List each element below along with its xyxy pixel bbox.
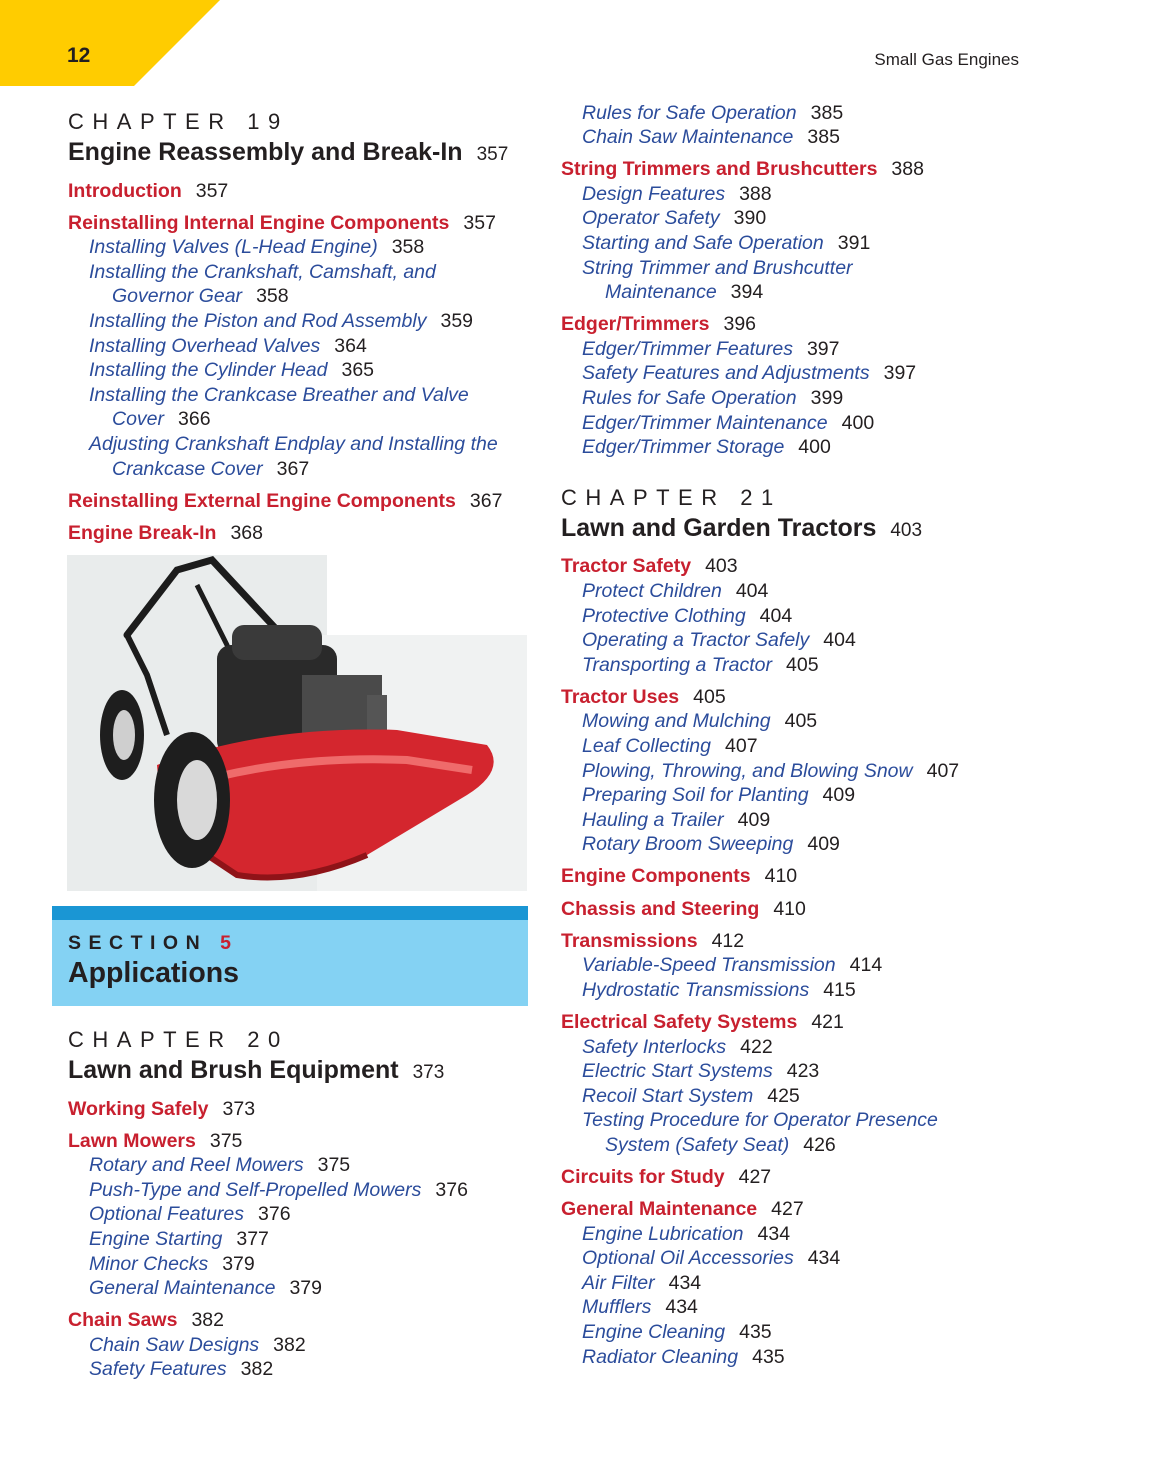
toc-list bbox=[68, 1097, 538, 1383]
toc-subentry[interactable] bbox=[561, 783, 1031, 808]
toc-page-number: 397 bbox=[883, 362, 917, 385]
toc-entry-title: General Maintenance bbox=[561, 1198, 758, 1221]
toc-subentry[interactable] bbox=[561, 1222, 1031, 1247]
toc-subentry-title: Chain Saw Maintenance bbox=[582, 126, 794, 149]
toc-page-number: 404 bbox=[735, 579, 769, 602]
toc-entry[interactable] bbox=[561, 864, 1031, 889]
toc-entry[interactable] bbox=[68, 1129, 538, 1154]
toc-entry-title: Transmissions bbox=[561, 929, 698, 952]
toc-page-number: 385 bbox=[810, 101, 844, 124]
toc-subentry[interactable] bbox=[561, 1320, 1031, 1345]
toc-page-number: 434 bbox=[757, 1222, 791, 1245]
toc-page-number: 382 bbox=[273, 1333, 306, 1356]
toc-page-number: 421 bbox=[811, 1010, 844, 1033]
toc-page-number: 379 bbox=[289, 1277, 322, 1300]
toc-page-number: 409 bbox=[807, 833, 840, 856]
toc-subentry-title: Optional Oil Accessories bbox=[582, 1247, 794, 1270]
toc-subentry[interactable] bbox=[561, 653, 1031, 678]
toc-subentry-title: Adjusting Crankshaft Endplay and Installing the bbox=[89, 432, 498, 455]
toc-subentry-title: Testing Procedure for Operator Presence bbox=[582, 1109, 938, 1132]
chapter-19-block bbox=[68, 108, 538, 545]
toc-entry-title: Tractor Uses bbox=[561, 685, 680, 708]
chapter-title bbox=[68, 136, 538, 171]
toc-subentry-title: Preparing Soil for Planting bbox=[582, 784, 809, 807]
toc-page-number: 368 bbox=[230, 521, 263, 544]
toc-page-number: 404 bbox=[759, 604, 793, 627]
toc-entry-title: Edger/Trimmers bbox=[561, 313, 710, 336]
toc-subentry-title: Plowing, Throwing, and Blowing Snow bbox=[582, 759, 913, 782]
toc-subentry-title: Leaf Collecting bbox=[582, 734, 711, 757]
toc-page-number: 410 bbox=[764, 865, 798, 888]
toc-page-number: 405 bbox=[786, 653, 819, 676]
toc-subentry-title: Air Filter bbox=[582, 1271, 655, 1294]
toc-list-continued bbox=[561, 101, 1031, 460]
toc-page-number: 427 bbox=[771, 1198, 804, 1221]
toc-subentry-title: Mowing and Mulching bbox=[582, 710, 771, 733]
toc-subentry[interactable] bbox=[561, 1035, 1031, 1060]
toc-subentry[interactable] bbox=[561, 978, 1031, 1003]
toc-subentry[interactable] bbox=[68, 432, 538, 457]
toc-subentry-title: Protect Children bbox=[582, 579, 722, 602]
chapter-label: CHAPTER 21 bbox=[561, 484, 782, 510]
toc-list bbox=[68, 179, 538, 546]
toc-subentry[interactable] bbox=[68, 235, 538, 260]
toc-page-number: 376 bbox=[435, 1178, 468, 1201]
toc-subentry-title: Installing Overhead Valves bbox=[89, 334, 321, 357]
toc-subentry-continuation[interactable] bbox=[68, 457, 538, 482]
toc-subentry[interactable] bbox=[561, 808, 1031, 833]
toc-page-number: 425 bbox=[767, 1084, 800, 1107]
toc-subentry-title: Engine Lubrication bbox=[582, 1222, 744, 1245]
toc-subentry-title: Crankcase Cover bbox=[112, 457, 263, 480]
toc-subentry-title: Transporting a Tractor bbox=[582, 653, 773, 676]
chapter-title-text: Lawn and Garden Tractors bbox=[561, 513, 877, 542]
toc-subentry[interactable] bbox=[561, 101, 1031, 126]
toc-page-number: 400 bbox=[798, 436, 831, 459]
toc-subentry[interactable] bbox=[561, 832, 1031, 857]
toc-subentry-title: Chain Saw Designs bbox=[89, 1333, 260, 1356]
toc-entry-title: Chassis and Steering bbox=[561, 897, 760, 920]
toc-subentry[interactable] bbox=[561, 1084, 1031, 1109]
toc-subentry-title: Maintenance bbox=[605, 281, 717, 304]
toc-subentry-title: Radiator Cleaning bbox=[582, 1345, 739, 1368]
toc-page-number: 364 bbox=[334, 334, 367, 357]
toc-subentry-title: Mufflers bbox=[582, 1296, 652, 1319]
toc-subentry-title: Cover bbox=[112, 408, 165, 431]
toc-entry-title: Circuits for Study bbox=[561, 1165, 725, 1188]
chapter-title bbox=[68, 1054, 538, 1089]
toc-entry[interactable] bbox=[561, 897, 1031, 922]
toc-subentry-title: Installing Valves (L-Head Engine) bbox=[89, 236, 378, 259]
toc-subentry[interactable] bbox=[561, 1246, 1031, 1271]
toc-subentry[interactable] bbox=[561, 953, 1031, 978]
toc-subentry-title: Safety Interlocks bbox=[582, 1035, 727, 1058]
section-banner-bar bbox=[52, 906, 528, 920]
toc-page-number: 435 bbox=[739, 1321, 772, 1344]
right-column bbox=[561, 101, 1031, 1369]
toc-subentry-title: Edger/Trimmer Maintenance bbox=[582, 411, 828, 434]
toc-entry[interactable] bbox=[68, 521, 538, 546]
toc-entry[interactable] bbox=[561, 1165, 1031, 1190]
toc-entry[interactable] bbox=[68, 211, 538, 236]
section-number: 5 bbox=[220, 932, 239, 954]
running-head: Small Gas Engines bbox=[874, 50, 1019, 69]
toc-page-number: 375 bbox=[209, 1129, 243, 1152]
toc-subentry-title: Recoil Start System bbox=[582, 1084, 754, 1107]
section-label-text: SECTION bbox=[68, 932, 208, 954]
toc-page-number: 390 bbox=[733, 207, 767, 230]
toc-entry-title: Engine Components bbox=[561, 865, 751, 888]
toc-page-number: 358 bbox=[256, 285, 289, 308]
toc-page-number: 396 bbox=[723, 313, 757, 336]
toc-entry[interactable] bbox=[561, 685, 1031, 710]
toc-subentry[interactable] bbox=[68, 1202, 538, 1227]
toc-subentry-title: Rules for Safe Operation bbox=[582, 101, 797, 124]
toc-subentry[interactable] bbox=[68, 309, 538, 334]
toc-entry[interactable] bbox=[561, 157, 1031, 182]
toc-subentry[interactable] bbox=[68, 1153, 538, 1178]
toc-page-number: 405 bbox=[784, 710, 818, 733]
toc-subentry-title: Installing the Crankshaft, Camshaft, and bbox=[89, 260, 436, 283]
toc-page-number: 357 bbox=[195, 179, 229, 202]
toc-subentry-title: Safety Features bbox=[89, 1358, 227, 1381]
toc-entry-title: Chain Saws bbox=[68, 1309, 178, 1332]
page-number: 12 bbox=[67, 44, 91, 67]
toc-subentry-title: Operating a Tractor Safely bbox=[582, 629, 810, 652]
toc-entry-title: Reinstalling External Engine Components bbox=[68, 489, 456, 512]
toc-subentry[interactable] bbox=[561, 604, 1031, 629]
toc-entry-title: Tractor Safety bbox=[561, 555, 692, 578]
toc-subentry-title: System (Safety Seat) bbox=[605, 1133, 790, 1156]
chapter-20-block bbox=[68, 1026, 538, 1382]
toc-page-number: 379 bbox=[222, 1252, 255, 1275]
toc-subentry[interactable] bbox=[561, 231, 1031, 256]
toc-subentry[interactable] bbox=[561, 1295, 1031, 1320]
toc-subentry-title: Edger/Trimmer Features bbox=[582, 337, 793, 360]
toc-subentry-title: Minor Checks bbox=[89, 1252, 209, 1275]
toc-page-number: 434 bbox=[668, 1271, 702, 1294]
toc-subentry-continuation[interactable] bbox=[68, 407, 538, 432]
chapter-title bbox=[561, 512, 1031, 547]
toc-entry-title: Engine Break-In bbox=[68, 521, 217, 544]
toc-page-number: 357 bbox=[463, 211, 496, 234]
toc-subentry[interactable] bbox=[561, 734, 1031, 759]
toc-subentry[interactable] bbox=[68, 358, 538, 383]
toc-subentry[interactable] bbox=[561, 435, 1031, 460]
toc-entry-title: Lawn Mowers bbox=[68, 1129, 196, 1152]
toc-page-number: 405 bbox=[693, 685, 726, 708]
chapter-label: CHAPTER 20 bbox=[68, 1027, 289, 1052]
toc-subentry-title: Design Features bbox=[582, 182, 726, 205]
toc-page-number: 434 bbox=[665, 1296, 698, 1319]
toc-subentry[interactable] bbox=[561, 361, 1031, 386]
toc-page-number: 414 bbox=[849, 954, 883, 977]
toc-page-number: 359 bbox=[440, 309, 474, 332]
toc-entry[interactable] bbox=[561, 1197, 1031, 1222]
toc-entry[interactable] bbox=[68, 179, 538, 204]
toc-subentry-title: General Maintenance bbox=[89, 1277, 276, 1300]
section-banner bbox=[52, 906, 528, 1006]
toc-page-number: 385 bbox=[807, 126, 840, 149]
toc-subentry-title: Safety Features and Adjustments bbox=[582, 362, 870, 385]
toc-subentry-title: Installing the Crankcase Breather and Valve bbox=[89, 383, 469, 406]
lawn-mower-image bbox=[67, 555, 527, 891]
toc-page-number: 423 bbox=[786, 1060, 820, 1083]
toc-subentry-title: Governor Gear bbox=[112, 285, 243, 308]
toc-page-number: 375 bbox=[317, 1154, 351, 1177]
toc-subentry[interactable] bbox=[68, 1276, 538, 1301]
toc-subentry-title: Push-Type and Self-Propelled Mowers bbox=[89, 1178, 422, 1201]
toc-subentry[interactable] bbox=[561, 125, 1031, 150]
chapter-title-text: Engine Reassembly and Break-In bbox=[68, 138, 463, 166]
toc-page-number: 382 bbox=[191, 1309, 224, 1332]
toc-entry[interactable] bbox=[561, 312, 1031, 337]
toc-page-number: 409 bbox=[822, 784, 856, 807]
toc-subentry[interactable] bbox=[68, 334, 538, 359]
toc-list bbox=[561, 554, 1031, 1369]
toc-subentry[interactable] bbox=[561, 411, 1031, 436]
toc-subentry[interactable] bbox=[68, 1252, 538, 1277]
toc-subentry-title: Optional Features bbox=[89, 1203, 245, 1226]
chapter-label: CHAPTER 19 bbox=[68, 109, 289, 134]
toc-page-number: 426 bbox=[803, 1133, 836, 1156]
toc-page-number: 376 bbox=[258, 1203, 291, 1226]
toc-subentry-title: Installing the Cylinder Head bbox=[89, 359, 328, 382]
toc-subentry-title: Hauling a Trailer bbox=[582, 808, 724, 831]
chapter-page: 403 bbox=[890, 519, 923, 541]
toc-subentry-title: Protective Clothing bbox=[582, 604, 746, 627]
toc-subentry[interactable] bbox=[68, 1178, 538, 1203]
toc-subentry-title: Rotary Broom Sweeping bbox=[582, 833, 794, 856]
toc-subentry[interactable] bbox=[561, 182, 1031, 207]
toc-entry-title: Introduction bbox=[68, 179, 182, 202]
page-corner-tab bbox=[0, 0, 220, 86]
toc-entry-title: Reinstalling Internal Engine Components bbox=[68, 211, 450, 234]
toc-entry[interactable] bbox=[68, 1097, 538, 1122]
toc-page-number: 367 bbox=[469, 489, 503, 512]
toc-entry[interactable] bbox=[68, 1308, 538, 1333]
toc-page-number: 400 bbox=[841, 411, 875, 434]
toc-page-number: 388 bbox=[739, 182, 772, 205]
toc-page-number: 422 bbox=[740, 1035, 773, 1058]
toc-page-number: 427 bbox=[738, 1165, 772, 1188]
toc-entry[interactable] bbox=[561, 1010, 1031, 1035]
toc-subentry[interactable] bbox=[561, 1108, 1031, 1133]
toc-page-number: 373 bbox=[222, 1097, 256, 1120]
toc-page-number: 397 bbox=[806, 337, 840, 360]
toc-subentry[interactable] bbox=[561, 759, 1031, 784]
section-label bbox=[68, 932, 238, 955]
toc-subentry-continuation[interactable] bbox=[68, 284, 538, 309]
toc-page-number: 415 bbox=[823, 978, 856, 1001]
toc-subentry-title: Edger/Trimmer Storage bbox=[582, 436, 785, 459]
toc-subentry[interactable] bbox=[561, 628, 1031, 653]
toc-subentry[interactable] bbox=[68, 1333, 538, 1358]
toc-subentry-title: Operator Safety bbox=[582, 207, 720, 230]
toc-subentry-title: Engine Cleaning bbox=[582, 1321, 726, 1344]
toc-subentry[interactable] bbox=[561, 1271, 1031, 1296]
toc-subentry-title: Electric Start Systems bbox=[582, 1060, 773, 1083]
section-title: Applications bbox=[68, 957, 240, 989]
toc-page-number: 412 bbox=[711, 929, 745, 952]
chapter-title-text: Lawn and Brush Equipment bbox=[68, 1056, 399, 1084]
toc-subentry[interactable] bbox=[68, 1357, 538, 1382]
toc-subentry[interactable] bbox=[561, 256, 1031, 281]
toc-entry-title: Electrical Safety Systems bbox=[561, 1010, 798, 1033]
toc-subentry[interactable] bbox=[561, 337, 1031, 362]
toc-entry[interactable] bbox=[561, 929, 1031, 954]
toc-page-number: 377 bbox=[236, 1227, 269, 1250]
toc-page-number: 407 bbox=[926, 759, 960, 782]
toc-subentry-title: Variable-Speed Transmission bbox=[582, 954, 836, 977]
toc-subentry[interactable] bbox=[561, 579, 1031, 604]
toc-subentry[interactable] bbox=[561, 709, 1031, 734]
toc-page-number: 399 bbox=[810, 387, 844, 410]
toc-subentry[interactable] bbox=[561, 386, 1031, 411]
toc-page-number: 434 bbox=[807, 1247, 841, 1270]
toc-subentry[interactable] bbox=[68, 260, 538, 285]
toc-page-number: 410 bbox=[773, 897, 806, 920]
toc-subentry[interactable] bbox=[68, 1227, 538, 1252]
toc-subentry-title: Installing the Piston and Rod Assembly bbox=[89, 309, 427, 332]
toc-page-number: 409 bbox=[737, 808, 771, 831]
toc-subentry-title: Starting and Safe Operation bbox=[582, 231, 824, 254]
toc-entry-title: String Trimmers and Brushcutters bbox=[561, 158, 878, 181]
chapter-page: 357 bbox=[476, 144, 509, 165]
toc-subentry-continuation[interactable] bbox=[561, 280, 1031, 305]
toc-page-number: 367 bbox=[276, 457, 310, 480]
toc-page-number: 366 bbox=[178, 408, 211, 431]
toc-subentry[interactable] bbox=[561, 1345, 1031, 1370]
toc-page-number: 388 bbox=[891, 158, 924, 181]
toc-subentry[interactable] bbox=[68, 383, 538, 408]
toc-page-number: 365 bbox=[341, 359, 375, 382]
toc-subentry-continuation[interactable] bbox=[561, 1133, 1031, 1158]
toc-page-number: 358 bbox=[391, 236, 425, 259]
toc-entry[interactable] bbox=[561, 554, 1031, 579]
toc-subentry-title: Hydrostatic Transmissions bbox=[582, 978, 810, 1001]
toc-page-number: 391 bbox=[837, 231, 871, 254]
toc-subentry-title: String Trimmer and Brushcutter bbox=[582, 256, 853, 279]
toc-entry[interactable] bbox=[68, 489, 538, 514]
toc-entry-title: Working Safely bbox=[68, 1097, 209, 1120]
toc-subentry-title: Rules for Safe Operation bbox=[582, 387, 797, 410]
toc-subentry[interactable] bbox=[561, 206, 1031, 231]
toc-page-number: 403 bbox=[705, 555, 738, 578]
toc-subentry-title: Engine Starting bbox=[89, 1227, 223, 1250]
toc-page-number: 407 bbox=[725, 734, 758, 757]
toc-page-number: 404 bbox=[823, 629, 856, 652]
toc-page-number: 435 bbox=[752, 1345, 785, 1368]
toc-page-number: 382 bbox=[240, 1358, 274, 1381]
toc-subentry[interactable] bbox=[561, 1059, 1031, 1084]
toc-subentry-title: Rotary and Reel Mowers bbox=[89, 1154, 304, 1177]
toc-page-number: 394 bbox=[730, 281, 764, 304]
chapter-page: 373 bbox=[412, 1062, 445, 1083]
